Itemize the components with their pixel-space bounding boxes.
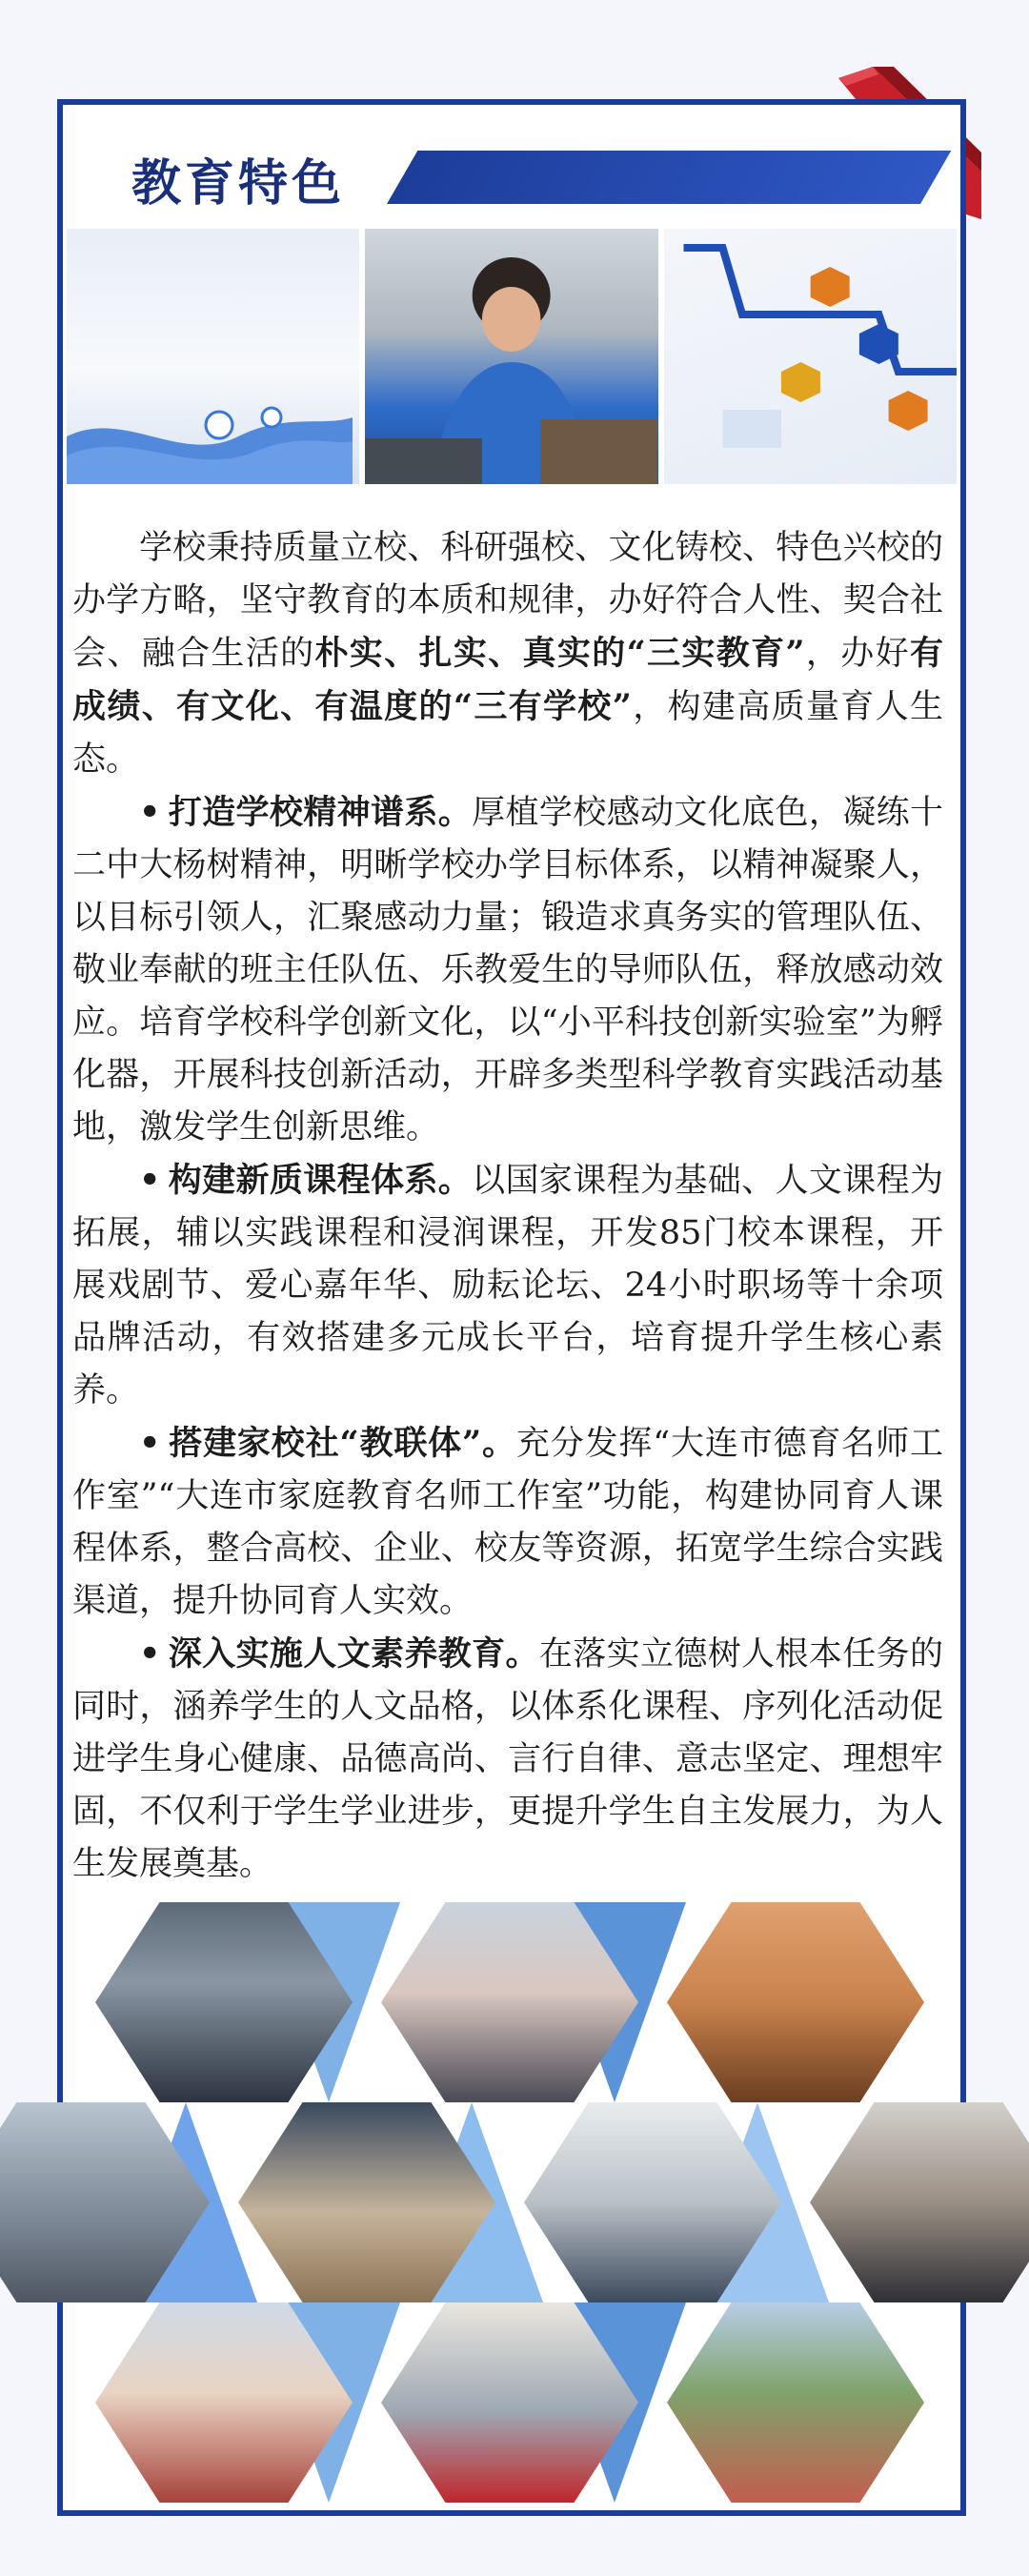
section-heading: 构建新质课程体系。: [168, 1161, 473, 1200]
exhibition-wall-photo: [664, 229, 957, 484]
section-heading: 搭建家校社“教联体”。: [168, 1424, 516, 1463]
section-text: 充分发挥“大连市德育名师工作室”“大连市家庭教育名师工作室”功能，构建协同育人课程体系，整合高校、企业、校友等资源，拓宽学生综合实践渠道，提升协同育人实效。: [72, 1425, 943, 1620]
section-text: 在落实立德树人根本任务的同时，涵养学生的人文品格，以体系化课程、序列化活动促进学生身心健康、品德高尚、言行自律、意志坚定、理想牢固，不仅利于学生学业进步，更提升学生自主发展力，为人生发展奠基。: [72, 1635, 943, 1883]
intro-highlight-1: 朴实、扎实、真实的“三实教育”: [314, 634, 805, 673]
top-photo-strip: [67, 229, 957, 484]
section-heading: 打造学校精神谱系。: [168, 793, 473, 832]
section-heading: 深入实施人文素养教育。: [168, 1634, 539, 1673]
bullet-icon: •: [139, 1634, 161, 1673]
student-lab-photo: [365, 229, 657, 484]
page-title: 教育特色: [131, 154, 346, 213]
bullet-icon: •: [139, 793, 161, 832]
intro-highlight-2: 有成绩、有文化、有温度的“三有学校”: [72, 634, 943, 726]
bullet-icon: •: [139, 1424, 161, 1463]
section-home-school: [72, 1417, 943, 1628]
students-crafting: [810, 2102, 1029, 2302]
school-hall: [667, 1902, 924, 2102]
bullet-icon: •: [139, 1161, 161, 1200]
intro-paragraph: [72, 522, 943, 786]
article-body: [72, 522, 943, 1891]
intro-text-end: ，构建高质量育人生态。: [72, 688, 943, 779]
intro-text: 学校秉持质量立校、科研强校、文化铸校、特色兴校的办学方略，坚守教育的本质和规律，办好符合人性、契合社会、融合生活的: [72, 529, 943, 673]
section-humanities: [72, 1628, 943, 1891]
school-corridor-photo: [67, 229, 359, 484]
sports-field: [667, 2302, 924, 2503]
section-text: 厚植学校感动文化底色，凝练十二中大杨树精神，明晰学校办学目标体系，以精神凝聚人，以目标引领人，汇聚感动力量；锻造求真务实的管理队伍、敬业奉献的班主任队伍、乐教爱生的导师队伍，释放感动效应。培育学校科学创新文化，以“小平科技创新实验室”为孵化器，开展科技创新活动，开辟多类型科学教育实践活动基地，激发学生创新思维。: [72, 794, 943, 1146]
section-spirit: [72, 786, 943, 1154]
intro-text-mid: ，办好: [804, 635, 910, 673]
section-text: 以国家课程为基础、人文课程为拓展，辅以实践课程和浸润课程，开发85门校本课程，开展戏剧节、爱心嘉年华、励耘论坛、24小时职场等十余项品牌活动，有效搭建多元成长平台，培育提升学生核心素养。: [72, 1162, 943, 1410]
content-frame: [57, 99, 966, 2516]
section-curriculum: [72, 1154, 943, 1417]
photo-mosaic: [67, 1902, 957, 2503]
header-bar: [387, 151, 951, 204]
